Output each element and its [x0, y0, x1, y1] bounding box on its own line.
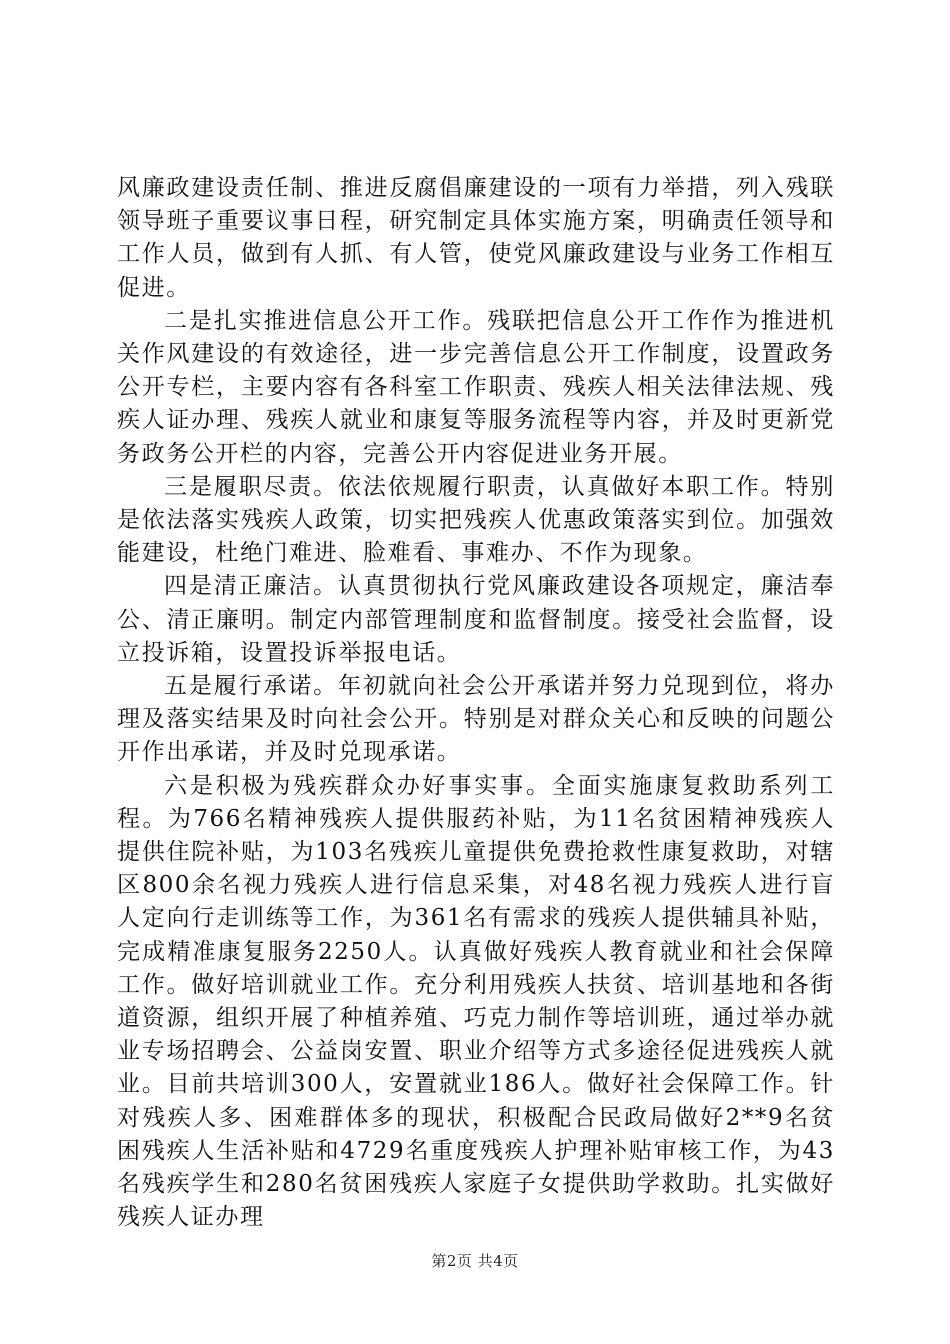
document-body	[117, 172, 835, 1235]
paragraph-info-disclosure: 二是扎实推进信息公开工作。残联把信息公开工作作为推进机关作风建设的有效途径，进一步完善信息公开工作制度，设置政务公开专栏，主要内容有各科室工作职责、残疾人相关法律法规、残疾人证办理、残疾人就业和康复等服务流程等内容，并及时更新党务政务公开栏的内容，完善公开内容促进业务开展。	[117, 307, 835, 467]
page-number-footer: 第2页 共4页	[431, 1252, 519, 1270]
paragraph-commitment: 五是履行承诺。年初就向社会公开承诺并努力兑现到位，将办理及落实结果及时向社会公开。特别是对群众关心和反映的问题公开作出承诺，并及时兑现承诺。	[117, 673, 835, 766]
paragraph-integrity: 四是清正廉洁。认真贯彻执行党风廉政建设各项规定，廉洁奉公、清正廉明。制定内部管理制度和监督制度。接受社会监督，设立投诉箱，设置投诉举报电话。	[117, 573, 835, 666]
paragraph-continued: 风廉政建设责任制、推进反腐倡廉建设的一项有力举措，列入残联领导班子重要议事日程，研究制定具体实施方案，明确责任领导和工作人员，做到有人抓、有人管，使党风廉政建设与业务工作相互促进。	[117, 175, 835, 301]
paragraph-duty: 三是履职尽责。依法依规履行职责，认真做好本职工作。特别是依法落实残疾人政策，切实把残疾人优惠政策落实到位。加强效能建设，杜绝门难进、脸难看、事难办、不作为现象。	[117, 473, 835, 567]
paragraph-services: 六是积极为残疾群众办好事实事。全面实施康复救助系列工程。为766名精神残疾人提供服药补贴，为11名贫困精神残疾人提供住院补贴，为103名残疾儿童提供免费抢救性康复救助，对辖区800余名视力残疾人进行信息采集，对48名视力残疾人进行盲人定向行走训练等工作，为361名有需求的残疾人提供辅具补贴，完成精准康复服务2250人。认真做好残疾人教育就业和社会保障工作。做好培训就业工作。充分利用残疾人扶贫、培训基地和各街道资源，组织开展了种植养殖、巧克力制作等培训班，通过举办就业专场招聘会、公益岗安置、职业介绍等方式多途径促进残疾人就业。目前共培训300人，安置就业186人。做好社会保障工作。针对残疾人多、困难群体多的现状，积极配合民政局做好2**9名贫困残疾人生活补贴和4729名重度残疾人护理补贴审核工作，为43名残疾学生和280名贫困残疾人家庭子女提供助学救助。扎实做好残疾人证办理	[117, 772, 835, 1231]
